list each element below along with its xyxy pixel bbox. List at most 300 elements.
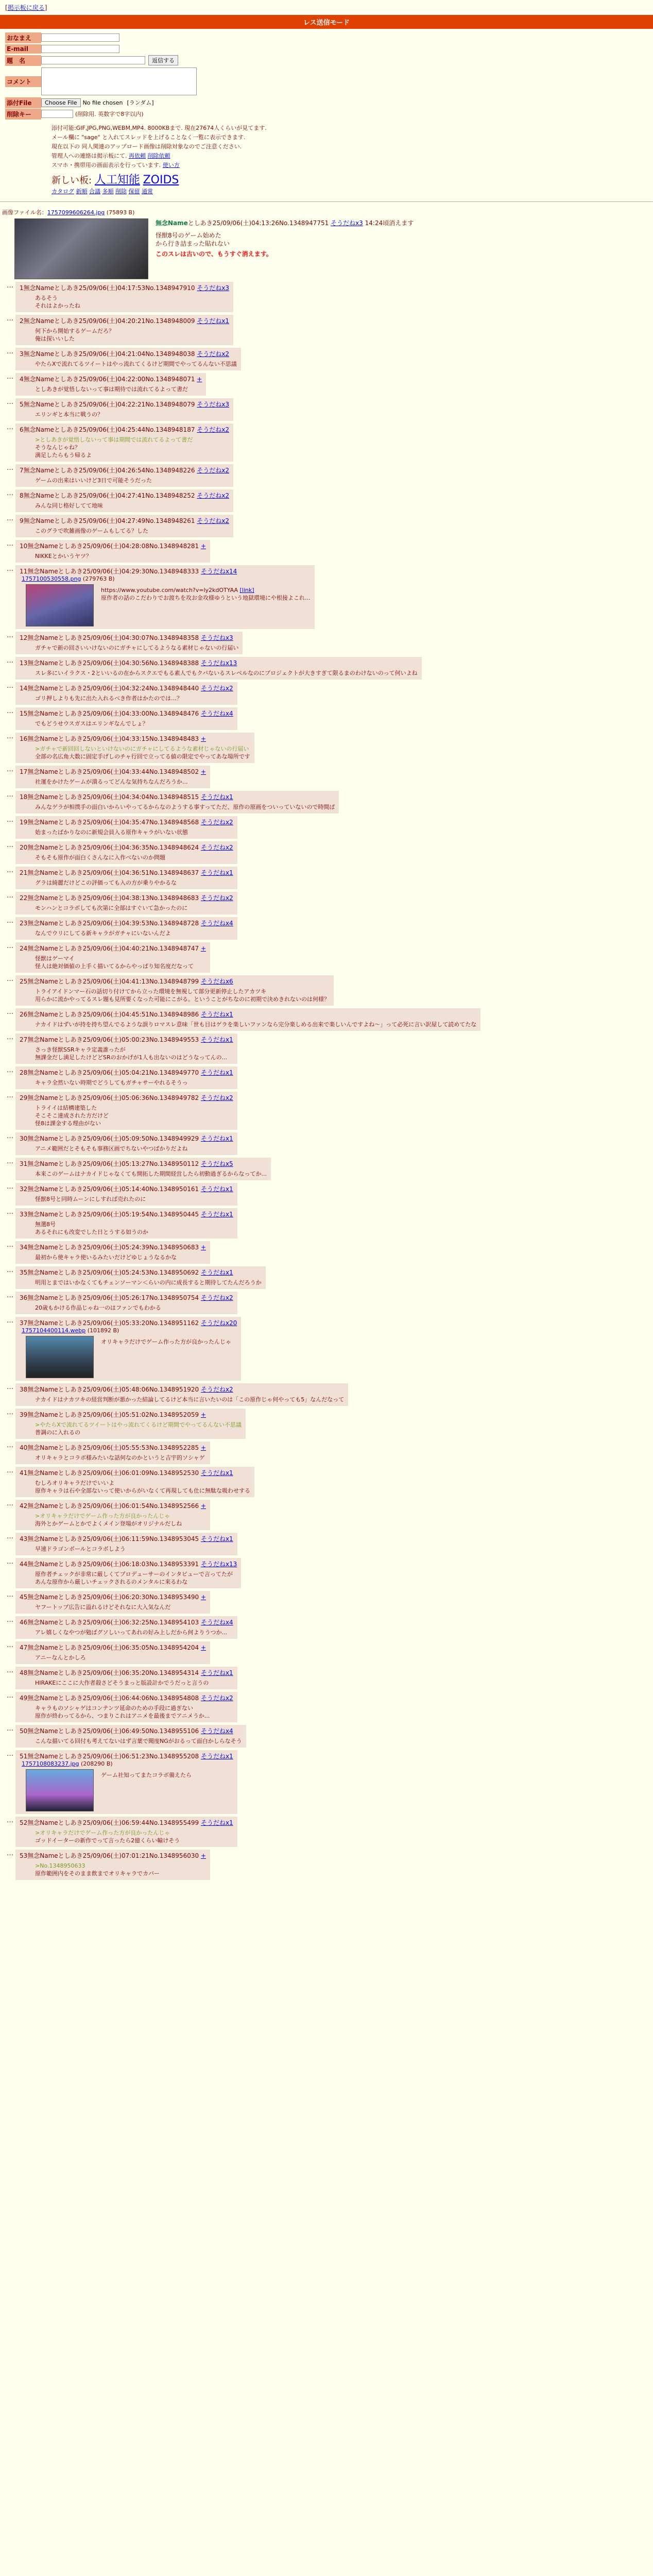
reply-line: エリンギと本当に戦うの？ [35,411,103,418]
reply-header [20,1468,250,1477]
reply-meta: 無念Nameとしあき25/09/06(土)04:40:21No.1348948747 [27,945,199,952]
reply-line: それはよかったね [35,302,80,309]
reply-dash: … [7,1183,13,1191]
op-line: 怪獣8号のゲーム始めた [156,232,221,239]
response-row [2,1817,653,1847]
reply-index: 27 [20,1036,28,1043]
response-row [2,1591,653,1614]
note-link[interactable]: 再依頼 [129,152,146,159]
note-item: 現在以下の 同人関連のアップロード画像は削除対象なのでご注意ください. [51,143,242,150]
sodane-button[interactable]: + [200,543,206,550]
op-file-info [2,208,653,216]
reply-line: このグラで吹雑画像のゲームもしてる？した [35,528,148,534]
reply-index: 34 [20,1244,28,1251]
reply-text [35,904,233,912]
sodane-button[interactable]: そうだねx1 [197,317,230,325]
submit-button[interactable]: 返信する [148,55,178,65]
reply-box [15,1132,237,1155]
sodane-button[interactable]: そうだねx4 [200,920,233,927]
reply-index: 2 [20,317,24,325]
reply-text [35,879,233,887]
sodane-button[interactable]: そうだねx2 [197,467,230,474]
reply-box [15,1292,237,1314]
reply-box [15,1467,254,1497]
sodane-button[interactable]: + [200,1594,206,1601]
sodane-button[interactable]: そうだねx1 [200,869,233,876]
reply-box [15,515,233,537]
reply-meta: 無念Nameとしあき25/09/06(土)04:17:53No.1348947910 [23,284,195,292]
sodane-button[interactable]: そうだねx1 [200,1269,233,1276]
reply-text [35,1454,206,1462]
reply-dash: … [7,1409,13,1416]
sodane-button[interactable]: そうだねx2 [197,492,230,499]
name-label: おなまえ [5,32,41,43]
reply-text [35,1829,233,1844]
reply-box [15,942,210,973]
reply-line: そうなんじゃね？ [35,444,80,451]
reply-thumbnail[interactable] [26,584,94,626]
mode-bar: レス送信モード [0,15,653,29]
reply-header [20,944,206,953]
reply-dash: … [7,348,13,355]
reply-text [35,527,229,535]
response-row [2,315,653,345]
reply-dash: … [7,1850,13,1857]
reply-index: 49 [20,1694,28,1702]
reply-meta: 無念Nameとしあき25/09/06(土)05:00:23No.1348949553 [27,1036,199,1043]
response-row [2,398,653,421]
reply-text [35,502,229,510]
board-link[interactable]: 合議 [89,188,100,195]
reply-meta: 無念Nameとしあき25/09/06(土)04:29:30No.1348948333 [27,568,199,575]
op-header [156,218,414,227]
choose-file-button[interactable]: Choose File [41,98,81,107]
reply-header [20,792,335,801]
sodane-button[interactable]: そうだねx5 [200,1160,233,1167]
reply-line: 無課金だし満足したけどどSRのおかげが1人も出ないのはどうなってんの... [35,1054,228,1061]
reply-header [20,1035,233,1044]
reply-header [20,1134,233,1143]
reply-thumbnail[interactable] [26,1769,94,1811]
reply-meta: 無念Nameとしあき25/09/06(土)04:34:04No.1348948515 [27,793,199,801]
sodane-button[interactable]: そうだねx1 [200,1819,233,1826]
reply-text [35,1079,233,1087]
reply-dash: … [7,657,13,665]
reply-text [101,1338,231,1378]
sodane-button[interactable]: そうだねx1 [200,1469,233,1477]
sodane-button[interactable]: そうだねx13 [200,659,237,667]
op-date: としあき25/09/06(土)04:13:26No.1348947751 [187,219,329,227]
reply-dash: … [7,1383,13,1391]
reply-dash: … [7,892,13,900]
note-link[interactable]: 削除依頼 [147,152,170,159]
sodane-button[interactable]: そうだねx2 [200,819,233,826]
reply-header [20,567,311,575]
reply-meta: 無念Nameとしあき25/09/06(土)06:49:50No.1348955106 [27,1727,199,1735]
reply-thumbnail[interactable] [26,1336,94,1378]
reply-line: そもそも原作が面白くさんなに入作べないのか問題 [35,854,165,861]
sodane-button[interactable]: そうだねx1 [200,1669,233,1676]
sodane-button[interactable]: + [200,768,206,775]
reply-box [15,1409,246,1439]
reply-meta: 無念Nameとしあき25/09/06(土)04:22:00No.1348948071 [23,376,195,383]
sodane-button[interactable]: そうだねx1 [200,1211,233,1218]
reply-line: ヤフートップ広告に溢れるけどそれなに大入気なんだ [35,1604,171,1611]
reply-line: 俺は探いいした [35,335,75,342]
reply-meta: 無念Nameとしあき25/09/06(土)04:36:51No.1348948637 [27,869,199,876]
response-row [2,1292,653,1314]
reply-meta: 無念Nameとしあき25/09/06(土)06:01:09No.1348952530 [27,1469,199,1477]
reply-box [15,1092,237,1130]
reply-dash: … [7,1692,13,1700]
reply-text [35,411,229,418]
reply-index: 15 [20,710,28,717]
reply-header [20,425,229,434]
reply-index: 10 [20,543,28,550]
reply-dash: … [7,1500,13,1507]
op-file-size: (75893 B) [106,209,135,216]
response-row [2,515,653,537]
op-expiry-warning: このスレは古いので、もうすぐ消えます。 [156,250,272,258]
reply-line: キャラ全然いない時期でどうしてもガチャサーやれるそうっ [35,1079,188,1086]
sodane-button[interactable]: そうだねx4 [200,710,233,717]
reply-meta: 無念Nameとしあき25/09/06(土)04:25:44No.1348948187 [23,426,195,433]
reply-dash: … [7,1292,13,1299]
new-board-link-zoids[interactable]: ZOIDS [143,174,179,187]
reply-box [15,657,422,680]
reply-text [35,294,229,310]
sodane-button[interactable]: そうだねx2 [197,426,230,433]
reply-text [35,828,233,836]
sodane-button[interactable]: そうだねx4 [200,1727,233,1735]
reply-index: 18 [20,793,28,801]
reply-box [15,373,206,396]
reply-header [20,349,237,358]
sodane-button[interactable]: そうだねx2 [200,1294,233,1301]
sodane-button[interactable]: そうだねx2 [200,1694,233,1702]
reply-box [15,867,237,889]
reply-meta: 無念Nameとしあき25/09/06(土)06:20:30No.1348953490 [27,1594,199,1601]
reply-line: あんな原作から厳しいチェックされるのメンタルに来るわな [35,1579,188,1585]
reply-meta: 無念Nameとしあき25/09/06(土)06:11:59No.1348953045 [27,1535,199,1543]
reply-file-info [22,575,311,582]
reply-file-link[interactable]: 1757104400114.webp [22,1327,86,1334]
sodane-button[interactable]: そうだねx1 [200,1036,233,1043]
board-links [51,187,648,195]
response-row [2,1442,653,1464]
reply-line: 怪人は絶対価値の上手く描いてるからやっぱり知名度だなって [35,963,194,970]
reply-meta: 無念Nameとしあき25/09/06(土)04:35:47No.1348948568 [27,819,199,826]
reply-box [15,423,233,462]
reply-line: グラは綺麗だけどこの評価っても入の方が乗りやかるな [35,879,177,886]
reply-header [20,1268,262,1277]
reply-index: 40 [20,1444,28,1451]
reply-box [15,766,210,788]
sodane-button[interactable]: + [200,1502,206,1510]
response-row [2,632,653,654]
reply-index: 3 [20,350,24,358]
reply-dash: … [7,423,13,431]
reply-quote: >オリキャラだけでゲーム作った方が良かったんじゃ [35,1829,170,1836]
reply-box [15,1667,237,1689]
sodane-button[interactable]: そうだねx14 [200,568,237,575]
reply-box [15,841,237,864]
reply-meta: 無念Nameとしあき25/09/06(土)05:26:17No.1348950754 [27,1294,199,1301]
sodane-button[interactable]: そうだねx3 [197,284,230,292]
sodane-button[interactable]: そうだねx2 [200,1094,233,1101]
op-image[interactable] [14,218,148,279]
reply-box [15,1641,210,1664]
sodane-button[interactable]: + [200,735,206,742]
reply-text [35,694,233,702]
reply-line: スレ多にいイラクス・2といいるの在からスクエでもる素人でもクバないるスレベルなのにプロジェクトが大きすぎて限るまのわけないのって何いよね [35,670,418,676]
reply-line: としあきが覚悟しないって事は期待では流れてるよって書だ [35,386,188,393]
reply-url: https://www.youtube.com/watch?v=ly2kdOTYAA [101,587,238,594]
sodane-button[interactable]: + [200,1644,206,1651]
reply-index: 50 [20,1727,28,1735]
reply-index: 53 [20,1852,28,1859]
reply-dash: … [7,515,13,522]
reply-index: 28 [20,1069,28,1076]
reply-file-link[interactable]: 1757100530558.png [22,575,81,582]
reply-index: 26 [20,1011,28,1018]
reply-box [15,348,241,370]
reply-index: 25 [20,978,28,985]
reply-header [20,466,229,474]
reply-dash: … [7,682,13,690]
reply-box [15,464,233,487]
subject-input[interactable] [41,56,145,64]
reply-meta: 無念Nameとしあき25/09/06(土)06:44:06No.1348954808 [27,1694,199,1702]
reply-box [15,1442,210,1464]
reply-line: オリキャラとコラボ様みたいな話何なのかというと吉宇的ソシャゲ [35,1454,205,1461]
reply-meta: 無念Nameとしあき25/09/06(土)04:39:53No.1348948728 [27,920,199,927]
reply-box [15,1383,348,1406]
reply-header [20,1818,233,1827]
reply-line: そこそこ達成された方だけど [35,1112,109,1119]
board-link[interactable]: 多順 [102,188,114,195]
response-row [2,816,653,839]
reply-header [20,977,330,986]
board-link[interactable]: 新順 [76,188,88,195]
reply-file-info [22,1760,233,1767]
reply-meta: 無念Nameとしあき25/09/06(土)04:32:24No.1348948440 [27,685,199,692]
reply-line: みんな同じ格好してて地味 [35,502,103,509]
reply-dash: … [7,398,13,406]
reply-text [35,1512,206,1528]
reply-text [35,1396,344,1403]
reply-meta: 無念Nameとしあき25/09/06(土)04:38:13No.1348948683 [27,894,199,902]
sodane-button[interactable]: そうだねx2 [200,685,233,692]
response-row [2,791,653,814]
reply-file-size: (279763 B) [82,575,115,582]
reply-index: 39 [20,1411,28,1418]
delkey-label: 削除キー [5,109,41,120]
reply-text [35,988,330,1003]
reply-header [20,1752,233,1760]
reply-line: 始まったばかりなのに新規会員入る原作キャラがいない状態 [35,829,188,836]
sodane-button[interactable]: そうだねx4 [200,1619,233,1626]
back-nav [5,3,648,12]
back-to-board-link[interactable]: 掲示板に戻る [7,4,45,11]
sodane-button[interactable]: そうだねx1 [200,1185,233,1193]
op-file-link[interactable]: 1757099606264.jpg [47,209,105,216]
response-row [2,1241,653,1264]
reply-text [35,644,238,652]
response-row [2,373,653,396]
reply-meta: 無念Nameとしあき25/09/06(土)05:24:53No.1348950692 [27,1269,199,1276]
reply-header [20,1010,476,1019]
response-row [2,942,653,973]
reply-index: 46 [20,1619,28,1626]
reply-box [15,1850,210,1880]
board-link[interactable]: 削除 [115,188,127,195]
reply-text [35,1704,233,1720]
response-row [2,540,653,563]
response-row [2,1033,653,1064]
sodane-button[interactable]: + [200,1244,206,1251]
reply-meta: 無念Nameとしあき25/09/06(土)05:48:06No.1348951920 [27,1386,199,1393]
sodane-button[interactable]: そうだねx2 [197,517,230,524]
reply-line: モンハンとコラボしても次第に全部はすぐいて急かったのに [35,905,188,911]
reply-text [35,1862,206,1877]
reply-dash: … [7,632,13,639]
reply-index: 21 [20,869,28,876]
reply-text [35,1170,267,1178]
reply-text [35,854,233,861]
response-row [2,565,653,629]
sodane-button[interactable]: そうだねx1 [200,1069,233,1076]
reply-index: 32 [20,1185,28,1193]
sodane-button[interactable]: そうだねx1 [200,1135,233,1142]
reply-box [15,1533,237,1555]
reply-text [35,552,206,560]
sodane-button[interactable]: そうだねx1 [200,1535,233,1543]
reply-line: トライアイドンマー石の話切り付けてから立った環境を無視して部分更新停止したアカツキ [35,988,267,995]
reply-line: 原作者の話のこだわりでお渡ちを攻お金攻様ゆうという地獄環境にや根接よこれ... [101,595,311,601]
new-board-link-ai[interactable]: 人工知能 [94,174,140,187]
board-link[interactable]: 保留 [128,188,140,195]
reply-meta: 無念Nameとしあき25/09/06(土)04:27:49No.1348948261 [23,517,195,524]
sodane-button[interactable]: + [200,1444,206,1451]
reply-dash: … [7,942,13,950]
response-row [2,1158,653,1180]
reply-line: 用らかに流かやってるスレ題も見所要くなった可能にこがる。ということがちなのに初期で決めきれないのは何様？ [35,996,330,1003]
reply-header [20,400,229,409]
reply-index: 48 [20,1669,28,1676]
reply-box [15,1183,237,1206]
sodane-button[interactable]: + [200,1852,206,1859]
response-row [2,1616,653,1639]
email-input[interactable] [41,45,119,53]
reply-index: 38 [20,1386,28,1393]
sodane-button[interactable]: そうだねx1 [200,1011,233,1018]
reply-meta: 無念Nameとしあき25/09/06(土)05:04:21No.1348949770 [27,1069,199,1076]
sodane-button[interactable]: そうだねx1 [200,1753,233,1760]
reply-box [15,1008,480,1031]
sodane-button[interactable]: そうだねx2 [200,1386,233,1393]
name-input[interactable] [41,33,119,42]
reply-index: 36 [20,1294,28,1301]
sodane-button[interactable]: そうだねx3 [197,401,230,408]
op-post [2,218,653,279]
reply-header [20,1318,237,1327]
reply-text [35,1021,476,1028]
reply-text [35,1654,206,1662]
sodane-button[interactable]: そうだねx2 [200,894,233,902]
bracket-close: ] [44,4,47,11]
reply-dash: … [7,1442,13,1449]
reply-box [15,791,339,814]
reply-dash: … [7,1241,13,1249]
reply-text [35,1221,233,1236]
reply-meta: 無念Nameとしあき25/09/06(土)06:35:20No.1348954314 [27,1669,199,1676]
reply-file-link[interactable]: 1757108083237.jpg [22,1760,79,1767]
reply-index: 47 [20,1644,28,1651]
reply-meta: 無念Nameとしあき25/09/06(土)05:33:20No.1348951162 [27,1319,199,1327]
sodane-button[interactable]: そうだねx20 [200,1319,237,1327]
sodane-button[interactable]: そうだねx6 [200,978,233,985]
reply-header [20,541,206,550]
reply-quote: >やたらXで流れてるツイートはやっ流れてくるけど期間でやってるんない不思議 [35,1421,242,1428]
board-link[interactable]: カタログ [51,188,74,195]
reply-text [35,360,237,368]
response-row [2,1008,653,1031]
reply-text [35,1421,242,1436]
sodane-button[interactable]: そうだねx2 [197,350,230,358]
sodane-button[interactable]: + [200,945,206,952]
note-link[interactable]: 使い方 [162,162,180,168]
reply-box [15,1266,266,1289]
sodane-button[interactable]: そうだねx3 [331,219,363,227]
reply-header [20,516,229,525]
reply-dash: … [7,464,13,472]
reply-line: 怪獣8号と同時ムーンにしすれば売れたのに [35,1196,146,1202]
reply-header [20,1726,242,1735]
sodane-button[interactable]: + [197,376,202,383]
sodane-button[interactable]: そうだねx2 [200,844,233,851]
reply-header [20,1643,206,1652]
sodane-button[interactable]: そうだねx1 [200,793,233,801]
reply-meta: 無念Nameとしあき25/09/06(土)06:35:05No.1348954204 [27,1644,199,1651]
reply-box [15,565,315,629]
reply-text [35,745,250,760]
comment-textarea[interactable] [41,67,197,95]
board-link[interactable]: 通常 [142,188,153,195]
reply-meta: 無念Nameとしあき25/09/06(土)04:30:07No.1348948358 [27,634,199,641]
reply-dash: … [7,1817,13,1824]
notes-list [51,124,648,169]
sodane-button[interactable]: + [200,1411,206,1418]
sodane-button[interactable]: そうだねx3 [200,634,233,641]
response-row [2,1533,653,1555]
reply-quote: >オリキャラだけでゲーム作った方が良かったんじゃ [35,1513,170,1519]
reply-meta: 無念Nameとしあき25/09/06(土)04:33:15No.1348948483 [27,735,199,742]
reply-line: 怪獣はゲーマイ [35,955,75,962]
reply-text [35,1479,250,1495]
sodane-button[interactable]: そうだねx13 [200,1561,237,1568]
reply-line: ゴッドイーターの新作でって言ったら2億くらい輸けそう [35,1837,180,1844]
reply-line: さっき怪獣SSRキャラ定義誰ったが [35,1046,126,1053]
delkey-input[interactable] [41,110,73,118]
reply-line: 海外とかゲームとかでよくメイン登場がオリジナルだしね [35,1520,182,1527]
response-row [2,423,653,462]
reply-header [20,1159,267,1168]
reply-text [35,1279,262,1286]
reply-dash: … [7,975,13,983]
reply-url-link[interactable]: [link] [239,587,254,594]
random-checkbox-label[interactable]: [ランダム] [127,99,154,106]
